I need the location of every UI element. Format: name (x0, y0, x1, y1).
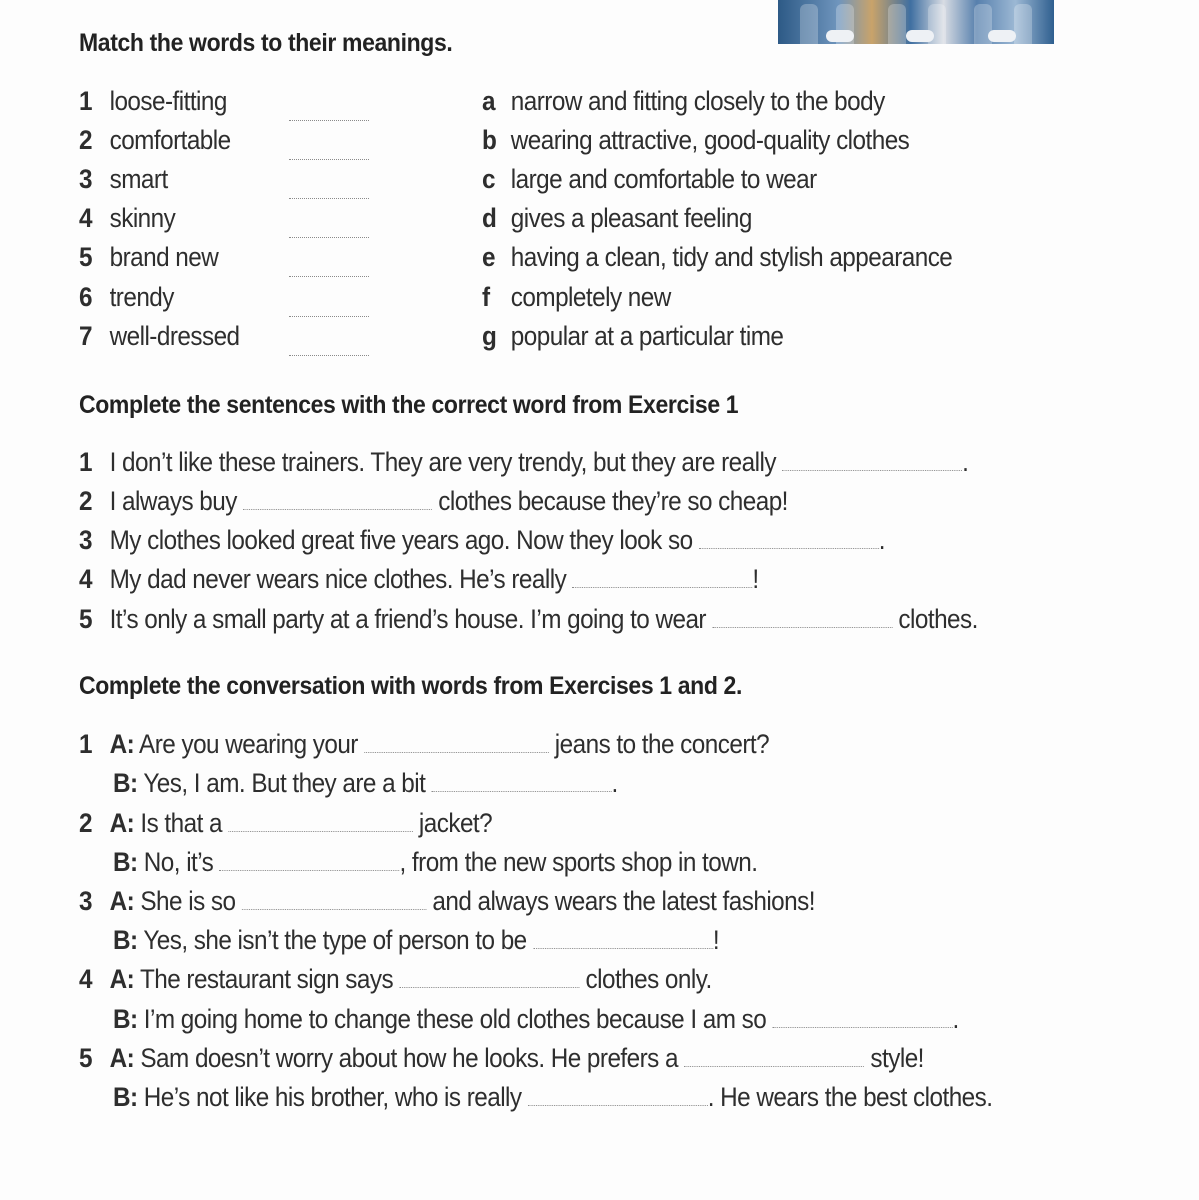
answer-blank[interactable] (699, 526, 879, 549)
word-item: 5 brand new (79, 242, 219, 272)
sentence-item: 2 I always buy clothes because they’re so cheap! (79, 486, 788, 516)
sentence-item: 1 I don’t like these trainers. They are very trendy, but they are really . (79, 447, 969, 477)
word-item: 7 well-dressed (79, 321, 240, 351)
answer-blank[interactable] (432, 769, 612, 792)
answer-blank[interactable] (712, 605, 892, 628)
answer-blank[interactable] (289, 176, 369, 199)
conversation-line: 2 A: Is that a jacket? (79, 808, 493, 838)
conversation-line: B: He’s not like his brother, who is really . He wears the best clothes. (113, 1082, 993, 1112)
conversation-line: 5 A: Sam doesn’t worry about how he looks. He prefers a style! (79, 1043, 924, 1073)
answer-blank[interactable] (772, 1005, 952, 1028)
answer-blank[interactable] (399, 965, 579, 988)
sentence-item: 3 My clothes looked great five years ago. Now they look so . (79, 525, 886, 555)
meaning-item: d gives a pleasant feeling (482, 203, 752, 233)
answer-blank[interactable] (289, 254, 369, 277)
answer-blank[interactable] (782, 448, 962, 471)
answer-blank[interactable] (572, 565, 752, 588)
meaning-item: b wearing attractive, good-quality clothes (482, 125, 910, 155)
answer-blank[interactable] (289, 98, 369, 121)
exercise-1-heading: Match the words to their meanings. (79, 29, 453, 57)
word-item: 2 comfortable (79, 125, 231, 155)
conversation-line: B: Yes, I am. But they are a bit . (113, 768, 618, 798)
answer-blank[interactable] (684, 1044, 864, 1067)
fashion-photo-strip (778, 0, 1054, 44)
word-item: 3 smart (79, 164, 168, 194)
conversation-line: B: Yes, she isn’t the type of person to be ! (113, 925, 720, 955)
answer-blank[interactable] (243, 487, 432, 510)
answer-blank[interactable] (228, 809, 413, 832)
meaning-item: g popular at a particular time (482, 321, 784, 351)
answer-blank[interactable] (220, 848, 400, 871)
conversation-line: 4 A: The restaurant sign says clothes only. (79, 964, 712, 994)
meaning-item: f completely new (482, 282, 671, 312)
answer-blank[interactable] (364, 730, 549, 753)
answer-blank[interactable] (242, 887, 427, 910)
meaning-item: e having a clean, tidy and stylish appearance (482, 242, 953, 272)
sentence-item: 5 It’s only a small party at a friend’s house. I’m going to wear clothes. (79, 604, 978, 634)
exercise-2-heading: Complete the sentences with the correct word from Exercise 1 (79, 391, 739, 419)
answer-blank[interactable] (289, 333, 369, 356)
answer-blank[interactable] (289, 215, 369, 238)
meaning-item: c large and comfortable to wear (482, 164, 817, 194)
word-item: 6 trendy (79, 282, 174, 312)
answer-blank[interactable] (289, 137, 369, 160)
conversation-line: B: No, it’s , from the new sports shop in town. (113, 847, 758, 877)
meaning-item: a narrow and fitting closely to the body (482, 86, 885, 116)
exercise-3-heading: Complete the conversation with words from Exercises 1 and 2. (79, 672, 743, 700)
answer-blank[interactable] (528, 1083, 708, 1106)
word-item: 4 skinny (79, 203, 176, 233)
conversation-line: B: I’m going home to change these old clothes because I am so . (113, 1004, 959, 1034)
answer-blank[interactable] (533, 926, 713, 949)
conversation-line: 1 A: Are you wearing your jeans to the concert? (79, 729, 770, 759)
answer-blank[interactable] (289, 294, 369, 317)
conversation-line: 3 A: She is so and always wears the latest fashions! (79, 886, 815, 916)
sentence-item: 4 My dad never wears nice clothes. He’s really ! (79, 564, 759, 594)
word-item: 1 loose-fitting (79, 86, 227, 116)
